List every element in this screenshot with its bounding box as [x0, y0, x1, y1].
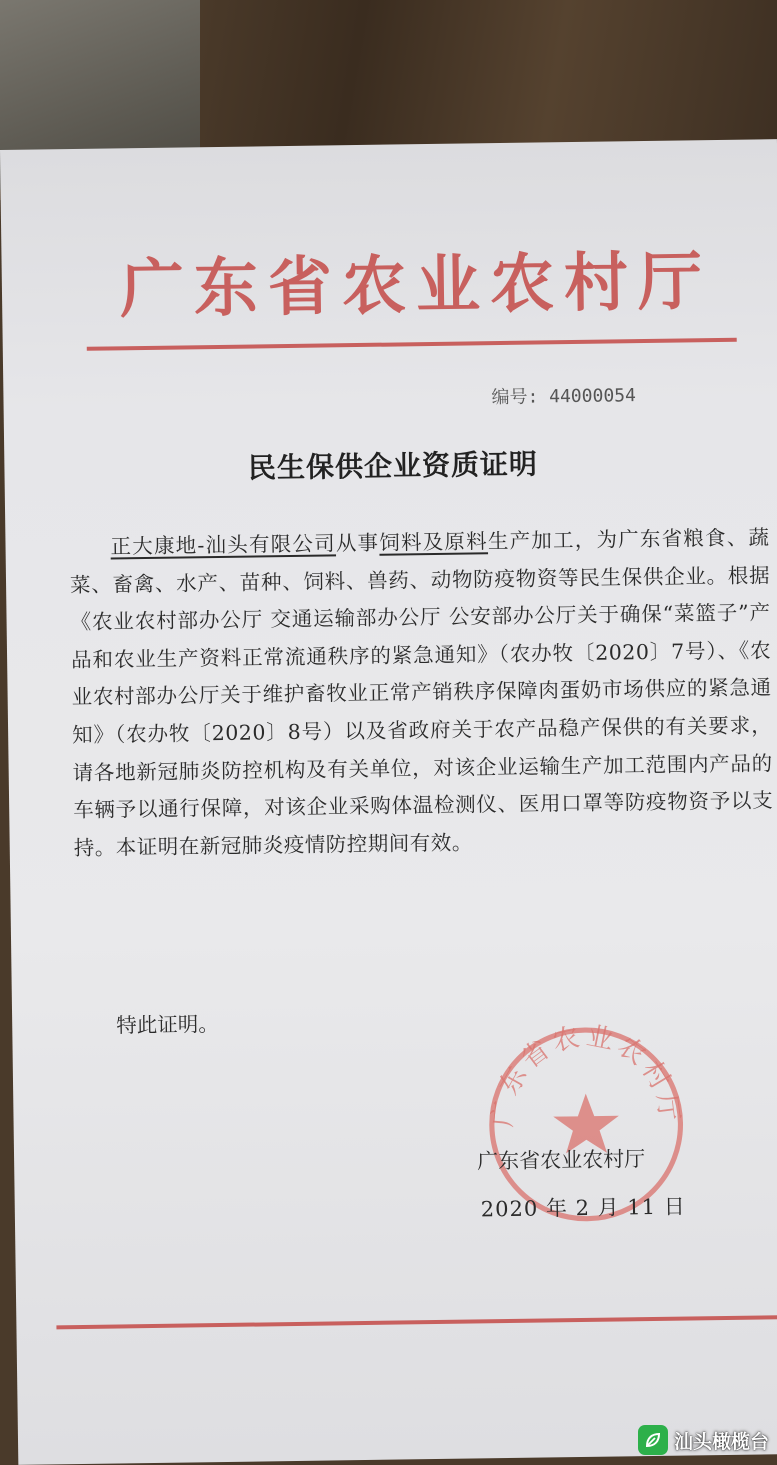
- document-number: [491, 381, 636, 409]
- document-number-label: 编号:: [491, 386, 539, 409]
- document-title: 民生保供企业资质证明: [247, 447, 539, 485]
- closing-remark: 特此证明。: [116, 1012, 219, 1038]
- body-part-2: 生产加工，为广东省粮食、蔬菜、畜禽、水产、苗种、饲料、兽药、动物防疫物资等民生保供企业。根据《农业农村部办公厅 交通运输部办公厅 公安部办公厅关于确保“菜篮子”产品和农业生产资料正常流通秩序的紧急通知》（农办牧〔2020〕7号）、《农业农村部办公厅关于维护畜牧业正常产销秩序保障肉蛋奶市场供应的紧急通知》（农办牧〔2020〕8号）以及省政府关于农产品稳产保供的有关要求，请各地新冠肺炎防控机构及有关单位，对该企业运输生产加工范围内产品的车辆予以通行保障，对该企业采购体温检测仪、医用口罩等防疫物资予以支持。本证明在新冠肺炎疫情防控期间有效。: [69, 525, 774, 860]
- header-red-line: [87, 338, 737, 351]
- header-org-title: 广东省农业农村厅: [119, 244, 713, 328]
- document-body: [69, 519, 774, 867]
- watermark-text: 汕头橄榄台: [673, 1430, 769, 1453]
- signature-org: 广东省农业农村厅: [477, 1147, 646, 1174]
- industry-name: 饲料及原料: [379, 529, 489, 555]
- footer-red-line: [56, 1315, 777, 1329]
- leaf-icon: [638, 1425, 668, 1455]
- company-name: 正大康地-汕头有限公司: [110, 531, 337, 559]
- watermark: [638, 1423, 769, 1457]
- document-paper: [0, 139, 777, 1465]
- signature-date: 2020 年 2 月 11 日: [480, 1194, 686, 1222]
- seal-text: 广东省农业农村厅: [487, 1020, 686, 1129]
- document-number-value: 44000054: [549, 385, 637, 408]
- body-part-1: 从事: [335, 530, 380, 556]
